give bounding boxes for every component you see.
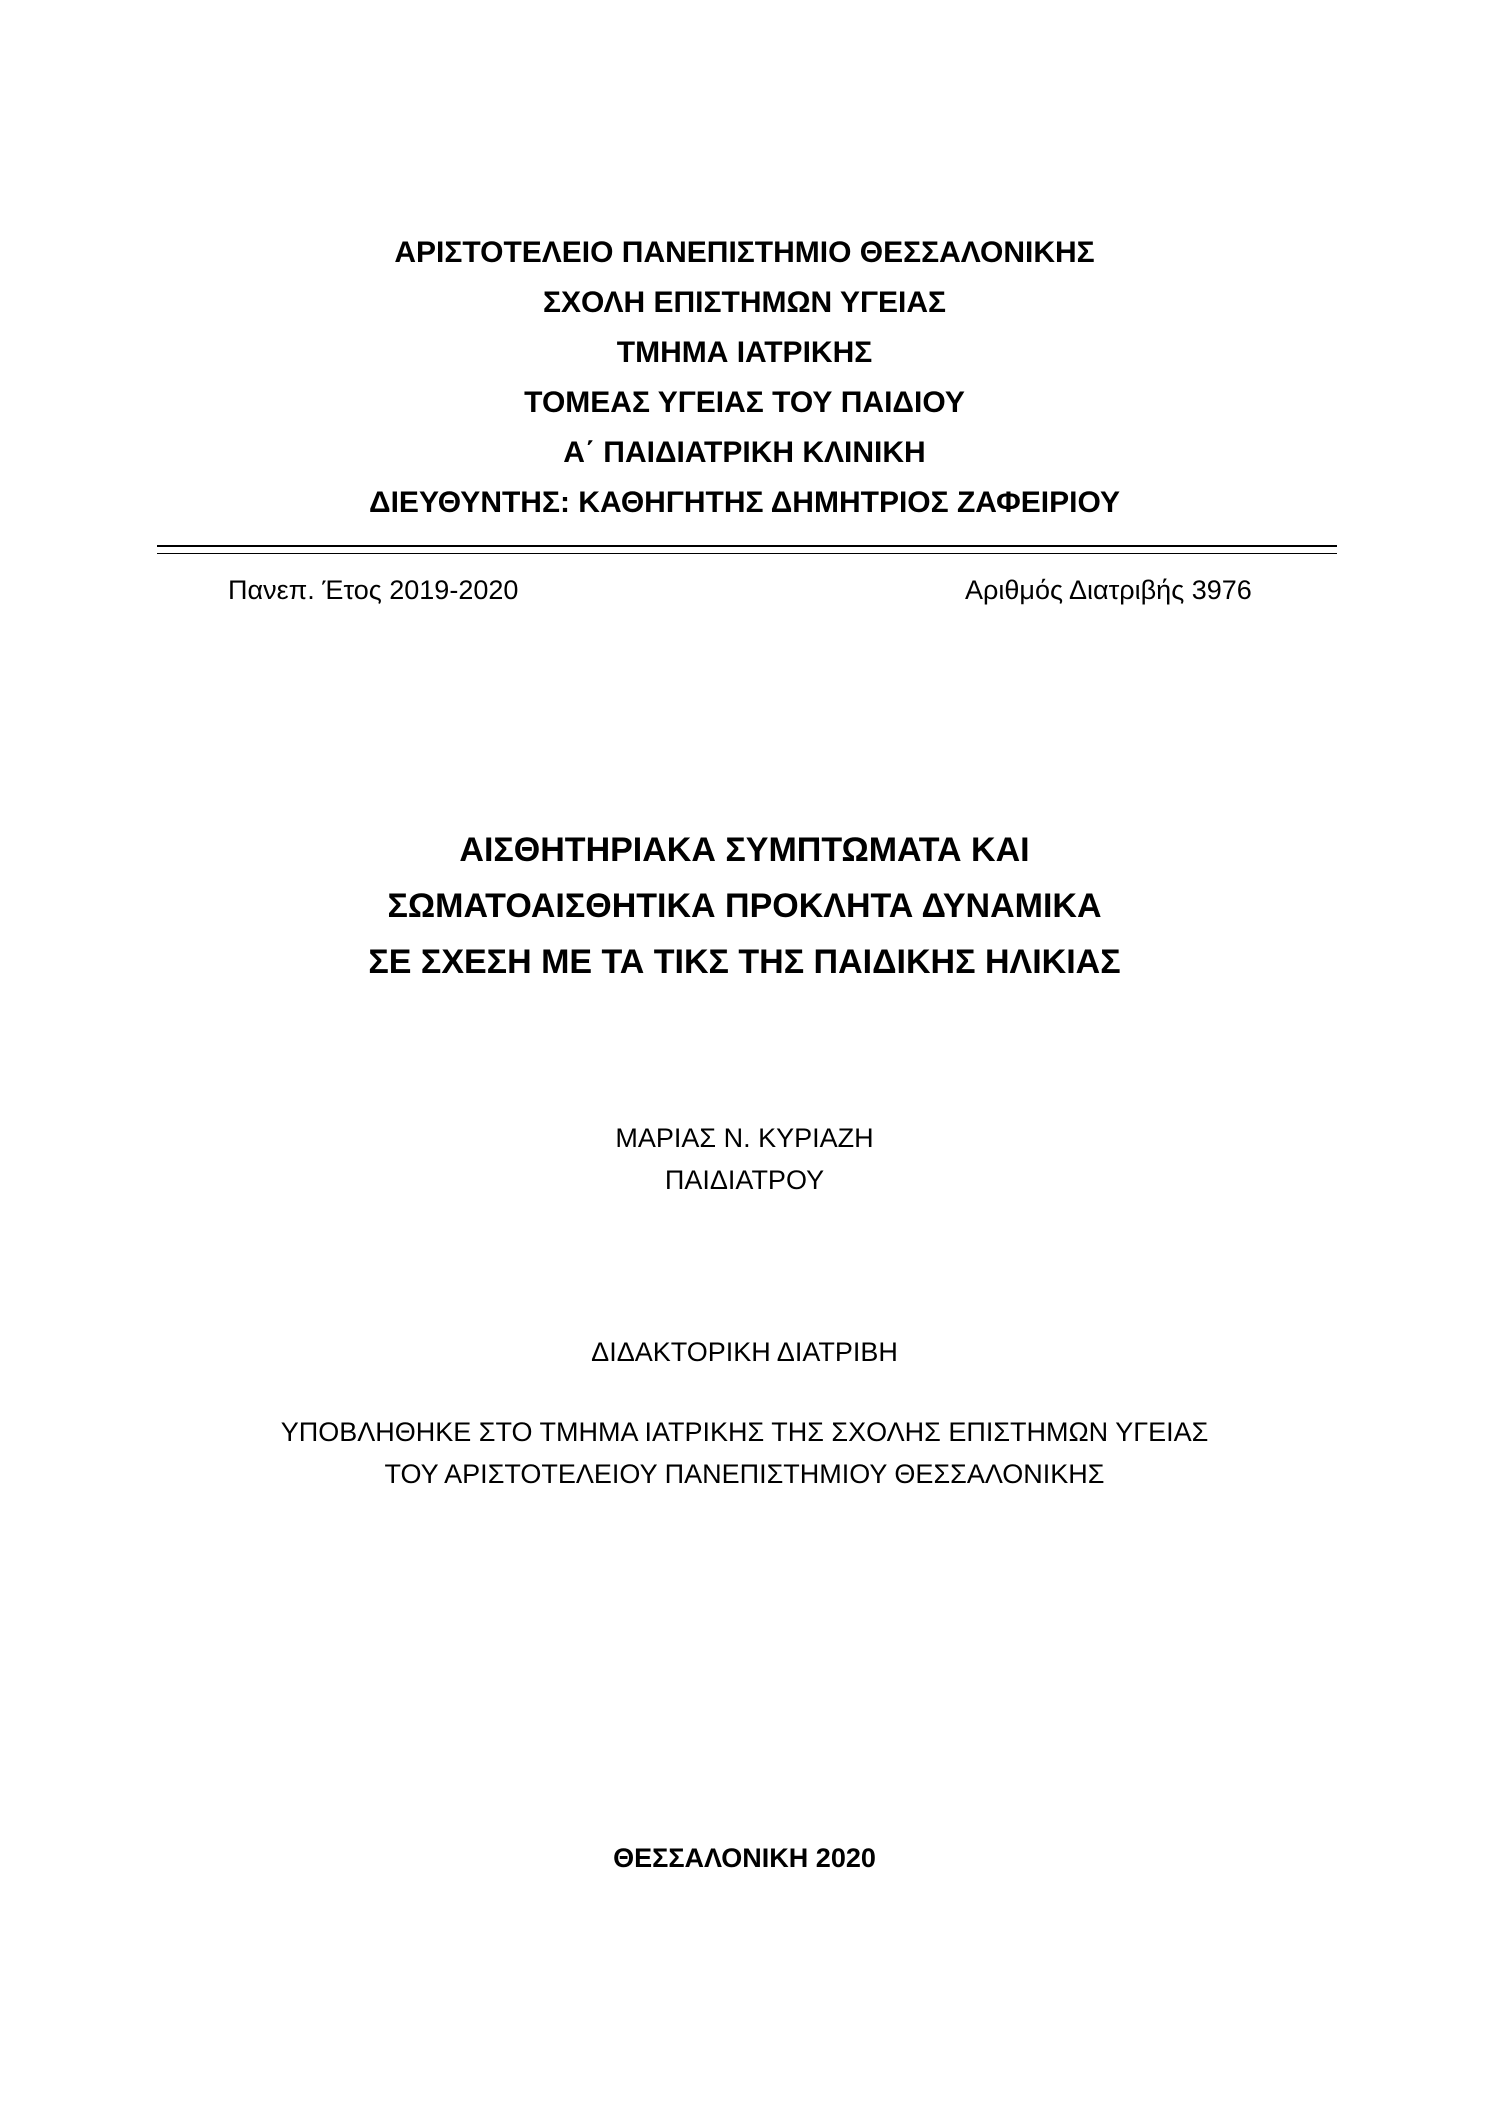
submission-line-1: ΥΠΟΒΛΗΘΗΚΕ ΣΤΟ ΤΜΗΜΑ ΙΑΤΡΙΚΗΣ ΤΗΣ ΣΧΟΛΗΣ ΕΠΙΣΤΗΜΩΝ ΥΓΕΙΑΣ [280,1417,1209,1447]
university-name: ΑΡΙΣΤΟΤΕΛΕΙΟ ΠΑΝΕΠΙΣΤΗΜΙΟ ΘΕΣΣΑΛΟΝΙΚΗΣ [394,236,1095,269]
author-name: ΜΑΡΙΑΣ Ν. ΚΥΡΙΑΖΗ [615,1123,874,1153]
divider-line-thin [157,553,1337,554]
director-line: ΔΙΕΥΘΥΝΤΗΣ: ΚΑΘΗΓΗΤΗΣ ΔΗΜΗΤΡΙΟΣ ΖΑΦΕΙΡΙΟΥ [369,486,1120,519]
institution-header [0,228,1489,528]
place-and-year: ΘΕΣΣΑΛΟΝΙΚΗ 2020 [613,1843,876,1873]
author-profession: ΠΑΙΔΙΑΤΡΟΥ [664,1165,825,1195]
author-block [0,1117,1489,1201]
submission-line-2: ΤΟΥ ΑΡΙΣΤΟΤΕΛΕΙΟΥ ΠΑΝΕΠΙΣΤΗΜΙΟΥ ΘΕΣΣΑΛΟΝΙΚΗΣ [384,1459,1105,1489]
clinic-name: Α΄ ΠΑΙΔΙΑΤΡΙΚΗ ΚΛΙΝΙΚΗ [563,436,926,469]
header-divider [157,545,1337,554]
title-line-2: ΣΩΜΑΤΟΑΙΣΘΗΤΙΚΑ ΠΡΟΚΛΗΤΑ ΔΥΝΑΜΙΚΑ [387,887,1102,925]
title-line-3: ΣΕ ΣΧΕΣΗ ΜΕ ΤΑ ΤΙΚΣ ΤΗΣ ΠΑΙΔΙΚΗΣ ΗΛΙΚΙΑΣ [368,943,1121,981]
submission-statement [0,1411,1489,1495]
school-name: ΣΧΟΛΗ ΕΠΙΣΤΗΜΩΝ ΥΓΕΙΑΣ [542,286,947,319]
sector-name: ΤΟΜΕΑΣ ΥΓΕΙΑΣ ΤΟΥ ΠΑΙΔΙΟΥ [524,386,965,419]
academic-year: Πανεπ. Έτος 2019-2020 [228,575,519,605]
department-name: ΤΜΗΜΑ ΙΑΤΡΙΚΗΣ [616,336,873,369]
title-line-1: ΑΙΣΘΗΤΗΡΙΑΚΑ ΣΥΜΠΤΩΜΑΤΑ ΚΑΙ [459,831,1030,869]
thesis-title [0,822,1489,990]
degree-type: ΔΙΔΑΚΤΟΡΙΚΗ ΔΙΑΤΡΙΒΗ [591,1337,898,1367]
thesis-number: Αριθμός Διατριβής 3976 [965,575,1252,605]
divider-line-thick [157,545,1337,547]
